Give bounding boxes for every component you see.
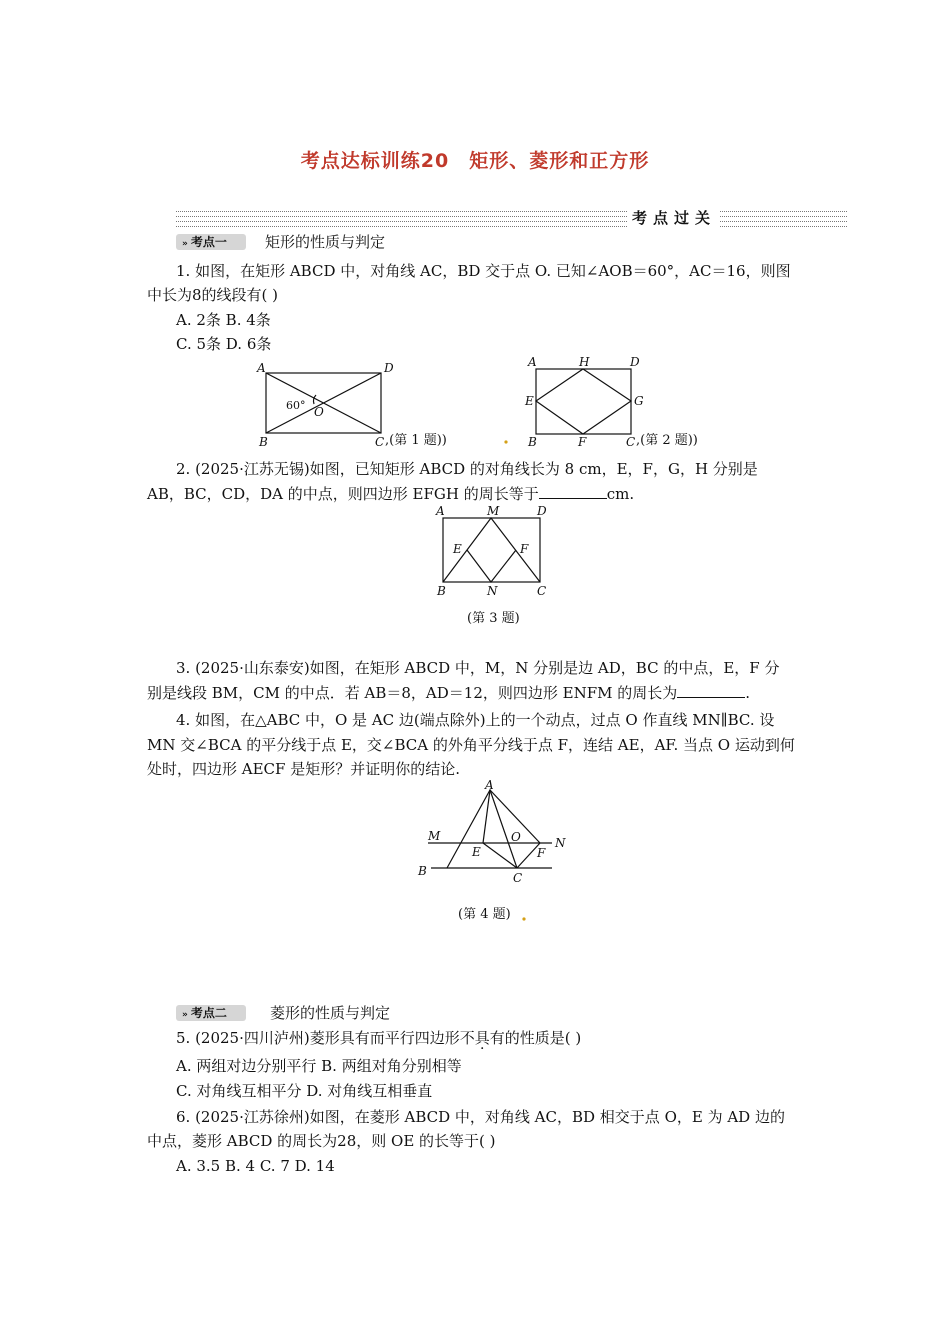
fig1-label-d: D bbox=[384, 361, 394, 375]
q1-options-cd: C. 5条 D. 6条 bbox=[176, 335, 272, 353]
fig3-label-b: B bbox=[437, 584, 446, 598]
figure-2 bbox=[536, 369, 631, 434]
fig3-label-m: M bbox=[487, 504, 500, 518]
q5-options-ab: A. 两组对边分别平行 B. 两组对角分别相等 bbox=[176, 1057, 462, 1075]
q4-line2: MN 交∠BCA 的平分线于点 E，交∠BCA 的外角平分线于点 F，连结 AE，AF. 当点 O 运动到何 bbox=[147, 736, 795, 754]
fig4-label-b: B bbox=[418, 864, 427, 878]
q3-line2: 别是线段 BM，CM 的中点．若 AB＝8，AD＝12，则四边形 ENFM 的周长为 . bbox=[147, 684, 751, 702]
fig2-label-a: A bbox=[528, 355, 537, 369]
page-title: 考点达标训练20 矩形、菱形和正方形 bbox=[300, 150, 650, 172]
section-tag-1: » 考点一 bbox=[176, 234, 246, 250]
fig4-label-a: A bbox=[485, 778, 494, 792]
double-chevron-icon: » bbox=[182, 239, 188, 249]
stray-dot bbox=[522, 917, 525, 920]
section-tag-2: » 考点二 bbox=[176, 1005, 246, 1021]
q2-line1: 2. (2025·江苏无锡)如图，已知矩形 ABCD 的对角线长为 8 cm，E，F，G，H 分别是 bbox=[176, 460, 758, 478]
fig3-label-c: C bbox=[537, 584, 547, 598]
fig2-label-c: C bbox=[626, 435, 636, 449]
emphasis-text: 不具有 bbox=[459, 1029, 505, 1047]
q6-options: A. 3.5 B. 4 C. 7 D. 14 bbox=[176, 1157, 335, 1175]
fig3-label-a: A bbox=[436, 504, 445, 518]
fig3-label-n: N bbox=[487, 584, 498, 598]
fig4-label-o: O bbox=[511, 830, 521, 844]
fig1-label-a: A bbox=[257, 361, 266, 375]
q4-line3: 处时，四边形 AECF 是矩形？并证明你的结论. bbox=[147, 760, 460, 778]
fig1-label-o: O bbox=[314, 405, 324, 419]
fig1-label-b: B bbox=[259, 435, 268, 449]
band-label: 考点过关 bbox=[628, 208, 720, 228]
fig4-label-n: N bbox=[555, 836, 566, 850]
fig2-label-e: E bbox=[525, 394, 534, 408]
figure-1 bbox=[266, 373, 381, 433]
fig4-caption: (第 4 题) bbox=[458, 907, 511, 922]
q3-line1: 3. (2025·山东泰安)如图，在矩形 ABCD 中，M，N 分别是边 AD，BC 的中点，E，F 分 bbox=[176, 659, 780, 677]
stray-dot bbox=[504, 440, 507, 443]
fig4-label-f: F bbox=[537, 846, 546, 860]
figure-4 bbox=[428, 790, 552, 868]
fig2-label-f: F bbox=[578, 435, 587, 449]
q5-line1: 5. (2025·四川泸州)菱形具有而平行四边形不具有的性质是( ) bbox=[176, 1029, 582, 1047]
section-heading-2: 菱形的性质与判定 bbox=[270, 1004, 391, 1022]
fig1-caption: ,(第 1 题)) bbox=[385, 433, 447, 448]
fig2-label-h: H bbox=[579, 355, 590, 369]
section-heading-1: 矩形的性质与判定 bbox=[265, 233, 386, 251]
double-chevron-icon: » bbox=[182, 1010, 188, 1020]
fig2-label-b: B bbox=[528, 435, 537, 449]
fig1-angle-label: 60° bbox=[286, 399, 306, 412]
fig2-label-g: G bbox=[634, 394, 644, 408]
fig3-label-e: E bbox=[453, 542, 462, 556]
q5-options-cd: C. 对角线互相平分 D. 对角线互相垂直 bbox=[176, 1082, 433, 1100]
q6-line1: 6. (2025·江苏徐州)如图，在菱形 ABCD 中，对角线 AC，BD 相交于点 O，E 为 AD 边的 bbox=[176, 1108, 785, 1126]
fig3-label-d: D bbox=[537, 504, 547, 518]
fig4-label-c: C bbox=[513, 871, 523, 885]
q6-line2: 中点，菱形 ABCD 的周长为28，则 OE 的长等于( ) bbox=[147, 1132, 496, 1150]
fig4-label-e: E bbox=[472, 845, 481, 859]
fig2-label-d: D bbox=[630, 355, 640, 369]
fig2-caption: ,(第 2 题)) bbox=[636, 433, 698, 448]
q1-line2: 中长为8的线段有( ) bbox=[147, 286, 279, 304]
fig4-label-m: M bbox=[428, 829, 441, 843]
fig3-label-f: F bbox=[520, 542, 529, 556]
fig1-label-c: C bbox=[375, 435, 385, 449]
q4-line1: 4. 如图，在△ABC 中，O 是 AC 边(端点除外)上的一个动点，过点 O 作直线 MN∥BC. 设 bbox=[176, 711, 775, 729]
q1-line1: 1. 如图，在矩形 ABCD 中，对角线 AC，BD 交于点 O. 已知∠AOB＝60°，AC＝16，则图 bbox=[176, 262, 791, 280]
q1-options-ab: A. 2条 B. 4条 bbox=[176, 311, 271, 329]
q2-line2: AB，BC，CD，DA 的中点，则四边形 EFGH 的周长等于 cm. bbox=[147, 485, 635, 503]
fig3-caption: (第 3 题) bbox=[467, 611, 520, 626]
